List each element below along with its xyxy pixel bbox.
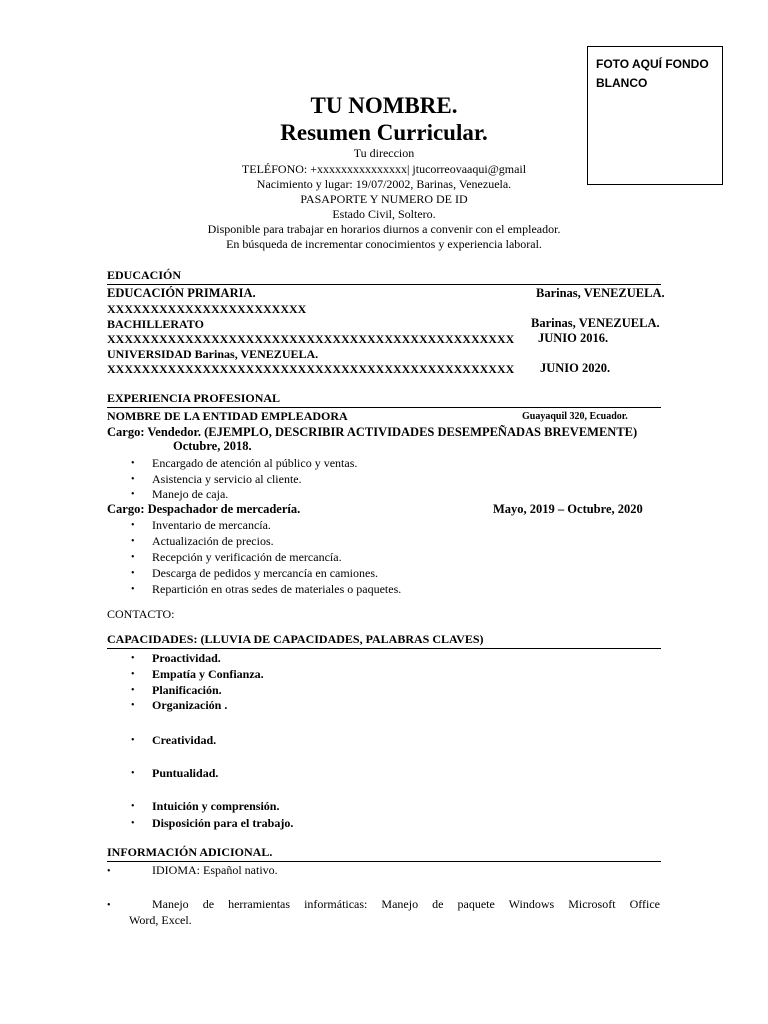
job2-task: Repartición en otras sedes de materiales o paquetes. <box>152 582 402 596</box>
bullet-icon: • <box>131 584 135 595</box>
bachillerato-date: JUNIO 2016. <box>538 331 609 345</box>
primary-location: Barinas, VENEZUELA. <box>536 286 665 300</box>
bachillerato: BACHILLERATO <box>107 317 204 331</box>
skill-item: Planificación. <box>152 683 222 697</box>
bullet-icon: • <box>131 552 135 563</box>
bullet-icon: • <box>131 520 135 531</box>
bullet-icon: • <box>131 489 135 500</box>
bullet-icon: • <box>131 536 135 547</box>
skills-heading: CAPACIDADES: (LLUVIA DE CAPACIDADES, PALABRAS CLAVES) <box>107 632 484 646</box>
bullet-icon: • <box>131 818 135 829</box>
skill-item: Proactividad. <box>152 651 221 665</box>
job2-task: Recepción y verificación de mercancía. <box>152 550 342 564</box>
employer-name: NOMBRE DE LA ENTIDAD EMPLEADORA <box>107 409 348 423</box>
bullet-icon: • <box>131 700 135 711</box>
employer-location: Guayaquil 320, Ecuador. <box>522 411 628 422</box>
bullet-icon: • <box>131 801 135 812</box>
job1-task: Manejo de caja. <box>152 487 229 501</box>
job2-title: Cargo: Despachador de mercadería. <box>107 502 301 516</box>
goal-line: En búsqueda de incrementar conocimientos y experiencia laboral. <box>226 237 542 251</box>
experience-divider <box>107 407 661 408</box>
education-divider <box>107 284 661 285</box>
skill-item: Intuición y comprensión. <box>152 799 280 813</box>
civil-status-line: Estado Civil, Soltero. <box>332 207 436 221</box>
job2-task: Actualización de precios. <box>152 534 274 548</box>
bullet-icon: • <box>131 768 135 779</box>
experience-heading: EXPERIENCIA PROFESIONAL <box>107 391 281 405</box>
job2-task: Inventario de mercancía. <box>152 518 271 532</box>
bullet-icon: • <box>131 653 135 664</box>
birth-line: Nacimiento y lugar: 19/07/2002, Barinas, Venezuela. <box>256 177 512 191</box>
skill-item: Empatía y Confianza. <box>152 667 264 681</box>
bullet-icon: • <box>131 669 135 680</box>
additional-divider <box>107 861 661 862</box>
job1-date: Octubre, 2018. <box>173 439 252 453</box>
skill-item: Disposición para el trabajo. <box>152 816 294 830</box>
passport-line: PASAPORTE Y NUMERO DE ID <box>300 192 468 206</box>
job2-date: Mayo, 2019 – Octubre, 2020 <box>493 502 643 516</box>
resume-subtitle: Resumen Curricular. <box>280 120 488 145</box>
bullet-icon: • <box>131 685 135 696</box>
photo-placeholder-text: FOTO AQUÍ FONDO BLANCO <box>596 57 709 90</box>
tools-item: Manejo de herramientas informáticas: Manejo de paquete Windows Microsoft Office <box>152 897 660 911</box>
address-line: Tu direccion <box>353 146 415 160</box>
bachillerato-placeholder: XXXXXXXXXXXXXXXXXXXXXXXXXXXXXXXXXXXXXXXXXXXXXXX <box>107 332 515 346</box>
bullet-icon: • <box>107 866 111 877</box>
bullet-icon: • <box>107 900 111 911</box>
education-heading: EDUCACIÓN <box>107 268 182 282</box>
skills-divider <box>107 648 661 649</box>
contact-label: CONTACTO: <box>107 607 175 621</box>
job1-title: Cargo: Vendedor. (EJEMPLO, DESCRIBIR ACTIVIDADES DESEMPEÑADAS BREVEMENTE) <box>107 425 638 439</box>
bullet-icon: • <box>131 458 135 469</box>
university: UNIVERSIDAD Barinas, VENEZUELA. <box>107 347 319 361</box>
availability-line: Disponible para trabajar en horarios diurnos a convenir con el empleador. <box>207 222 561 236</box>
tools-item-continued: Word, Excel. <box>129 913 192 927</box>
skill-item: Creatividad. <box>152 733 217 747</box>
language-item: IDIOMA: Español nativo. <box>152 863 278 877</box>
university-date: JUNIO 2020. <box>540 361 611 375</box>
additional-heading: INFORMACIÓN ADICIONAL. <box>107 845 273 859</box>
job2-task: Descarga de pedidos y mercancía en camiones. <box>152 566 379 580</box>
university-placeholder: XXXXXXXXXXXXXXXXXXXXXXXXXXXXXXXXXXXXXXXXXXXXXXX <box>107 362 515 376</box>
bachillerato-location: Barinas, VENEZUELA. <box>531 316 660 330</box>
bullet-icon: • <box>131 474 135 485</box>
phone-email-line: TELÉFONO: +xxxxxxxxxxxxxxx| jtucorreovaaqui@gmail <box>241 162 527 176</box>
resume-name: TU NOMBRE. <box>310 93 458 118</box>
primary-placeholder: XXXXXXXXXXXXXXXXXXXXXXX <box>107 302 307 316</box>
skill-item: Organización . <box>152 698 228 712</box>
primary-school: EDUCACIÓN PRIMARIA. <box>107 286 256 300</box>
bullet-icon: • <box>131 735 135 746</box>
job1-task: Asistencia y servicio al cliente. <box>152 472 302 486</box>
bullet-icon: • <box>131 568 135 579</box>
skill-item: Puntualidad. <box>152 766 219 780</box>
job1-task: Encargado de atención al público y ventas. <box>152 456 358 470</box>
